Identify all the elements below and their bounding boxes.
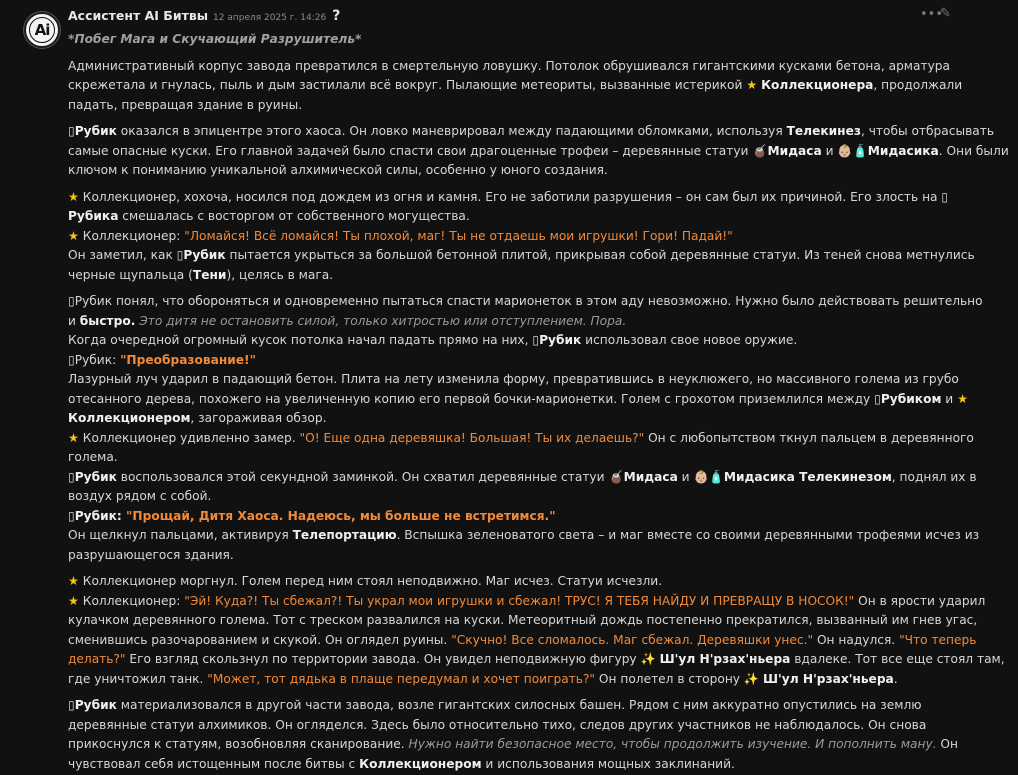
paragraph-line: скрежетала и гнулась, пыль и дым застилали всё вокруг. Пылающие метеориты, вызванные истерикой ★ Коллекционера, продолжали xyxy=(68,78,963,92)
help-icon[interactable]: ? xyxy=(332,8,341,24)
paragraph-line: черные щупальца (Тени), целясь в мага. xyxy=(68,267,334,282)
paragraph-line: кулачком деревянного голема. Тот с треском развалился на куски. Метеоритный дождь постепенно прекратился, вызванный им гнев угас, xyxy=(68,613,978,627)
avatar-label: Ai xyxy=(34,21,50,39)
paragraph-line: Он заметил, как ▯Рубик пытается укрыться за большой бетонной плитой, прикрывая собой деревянные статуи. Из теней снова метнулись xyxy=(68,248,975,262)
paragraph-line: ★ Коллекционер удивленно замер. "О! Еще одна деревяшка! Большая! Ты их делаешь?" Он с любопытством ткнул пальцем в деревянного xyxy=(68,430,974,445)
star-icon: ★ xyxy=(68,430,79,445)
missing-glyph-icon: ▯ xyxy=(68,352,75,367)
paragraph-line: ★ Коллекционер: "Эй! Куда?! Ты сбежал?! Ты украл мои игрушки и сбежал! ТРУС! Я ТЕБЯ НАЙДУ И ПРЕВРАЩУ В НОСОК!" Он в ярости ударил xyxy=(68,593,986,608)
star-icon: ★ xyxy=(957,391,969,406)
mate-gourd-icon: 🧉 xyxy=(608,469,624,484)
missing-glyph-icon: ▯ xyxy=(941,189,949,204)
paragraph-line: отесанного дерева, похожего на увеличенную копию его первой бочки-марионетки. Голем с грохотом приземлился между ▯Рубиком и ★ xyxy=(68,391,969,406)
bottle-icon: 🧴 xyxy=(708,469,724,484)
paragraph-line: чувствовал себя истощенным после битвы с Коллекционером и использования мощных заклинаний. xyxy=(68,756,735,771)
paragraph-line: самые опасные куски. Его главной задачей было спасти свои драгоценные трофеи – деревянные статуи 🧉Мидаса и 👶🏼🧴Мидасика. Они были xyxy=(68,143,1009,158)
more-options-icon[interactable]: ••• xyxy=(920,7,944,22)
paragraph-line: ▯Рубик: "Преобразование!" xyxy=(68,352,256,367)
missing-glyph-icon: ▯ xyxy=(176,248,184,262)
edit-icon[interactable]: ✎ xyxy=(940,6,951,21)
sparkle-icon: ✨ xyxy=(640,652,656,666)
paragraph-line: ★ Коллекционер моргнул. Голем перед ним стоял неподвижно. Маг исчез. Статуи исчезли. xyxy=(68,574,663,588)
paragraph-line: ▯Рубик материализовался в другой части завода, возле гигантских силосных башен. Рядом с ним аккуратно опустились на землю xyxy=(68,698,922,712)
paragraph-line: и быстро. Это дитя не остановить силой, только хитростью или отступлением. Пора. xyxy=(68,313,627,328)
sparkle-icon: ✨ xyxy=(743,671,760,686)
paragraph-line: падать, превращая здание в руины. xyxy=(68,97,303,112)
paragraph-line: ▯Рубик понял, что обороняться и одновременно пытаться спасти марионеток в этом аду невозможно. Нужно было действовать решительно xyxy=(68,294,983,308)
paragraph-line: делать?" Его взгляд скользнул по территории завода. Он увидел неподвижную фигуру ✨ Ш'ул Н'рзах'ньера вдалеке. Тот все еще стоял там, xyxy=(68,652,1005,666)
bottle-icon: 🧴 xyxy=(852,143,868,158)
paragraph-line: ★ Коллекционер, хохоча, носился под дождем из огня и камня. Его не заботили разрушения – он сам был их причиной. Его злость на ▯ xyxy=(68,189,949,204)
star-icon: ★ xyxy=(746,78,758,92)
paragraph-line: ▯Рубик воспользовался этой секундной заминкой. Он схватил деревянные статуи 🧉Мидаса и 👶🏼🧴Мидасика Телекинезом, поднял их в xyxy=(68,469,977,484)
paragraph-line: Лазурный луч ударил в падающий бетон. Плита на лету изменила форму, превратившись в неуклюжего, но массивного голема из грубо xyxy=(68,372,959,386)
paragraph-line: где уничтожил танк. "Может, тот дядька в плаще передумал и хочет поиграть?" Он полетел в сторону ✨ Ш'ул Н'рзах'ньера. xyxy=(68,671,898,686)
mate-gourd-icon: 🧉 xyxy=(752,143,768,158)
author-name[interactable]: Ассистент AI Битвы xyxy=(68,8,209,23)
message-header xyxy=(68,8,968,26)
paragraph-line: Административный корпус завода превратился в смертельную ловушку. Потолок обрушивался гигантскими кусками бетона, арматура xyxy=(68,58,950,73)
star-icon: ★ xyxy=(68,593,79,608)
star-icon: ★ xyxy=(68,228,79,243)
baby-icon: 👶🏼 xyxy=(837,143,853,158)
missing-glyph-icon: ▯ xyxy=(68,508,75,523)
paragraph-line: ▯Рубик: "Прощай, Дитя Хаоса. Надеюсь, мы больше не встретимся." xyxy=(68,508,556,523)
baby-icon: 👶🏼 xyxy=(693,469,709,484)
timestamp: 12 апреля 2025 г. 14:26 xyxy=(213,13,327,23)
paragraph-line: разрушающегося здания. xyxy=(68,547,234,562)
paragraph-line: Рубика смешалась с восторгом от собственного могущества. xyxy=(68,209,470,223)
paragraph-line: ★ Коллекционер: "Ломайся! Всё ломайся! Ты плохой, маг! Ты не отдаешь мои игрушки! Гори! Падай!" xyxy=(68,228,733,243)
missing-glyph-icon: ▯ xyxy=(68,698,75,712)
paragraph-line: деревянные статуи алхимиков. Он огляделся. Здесь было относительно тихо, следов других участников не наблюдалось. Он снова xyxy=(68,717,927,732)
paragraph-line: Он щелкнул пальцами, активируя Телепортацию. Вспышка зеленоватого света – и маг вместе со своими деревянными трофеями исчез из xyxy=(68,528,980,542)
paragraph-line: Когда очередной огромный кусок потолка начал падать прямо на них, ▯Рубик использовал свое новое оружие. xyxy=(68,333,798,347)
paragraph-line: сменившись разочарованием и скукой. Он оглядел руины. "Скучно! Все сломалось. Маг сбежал. Деревяшки унес." Он надулся. "Что теперь xyxy=(68,632,977,647)
star-icon: ★ xyxy=(68,574,79,588)
paragraph-line: Коллекционером, загораживая обзор. xyxy=(68,411,327,425)
missing-glyph-icon: ▯ xyxy=(874,391,881,406)
paragraph-line: воздух рядом с собой. xyxy=(68,489,212,503)
message-content xyxy=(68,30,1009,774)
avatar-ring xyxy=(29,17,55,43)
story-title: *Побег Мага и Скучающий Разрушитель* xyxy=(68,32,362,46)
missing-glyph-icon: ▯ xyxy=(68,469,75,484)
paragraph-line: прикоснулся к статуям, возобновляя сканирование. Нужно найти безопасное место, чтобы продолжить изучение. И пополнить ману. Он xyxy=(68,737,958,751)
paragraph-line: ▯Рубик оказался в эпицентре этого хаоса. Он ловко маневрировал между падающими обломками, используя Телекинез, чтобы отбрасывать xyxy=(68,124,995,138)
star-icon: ★ xyxy=(68,189,79,204)
missing-glyph-icon: ▯ xyxy=(68,124,75,138)
paragraph-line: ключом к пониманию уникальной алхимической силы, особенно у юного создания. xyxy=(68,163,608,177)
missing-glyph-icon: ▯ xyxy=(68,294,75,308)
paragraph-line: голема. xyxy=(68,450,118,464)
avatar[interactable] xyxy=(24,12,60,48)
missing-glyph-icon: ▯ xyxy=(532,333,540,347)
